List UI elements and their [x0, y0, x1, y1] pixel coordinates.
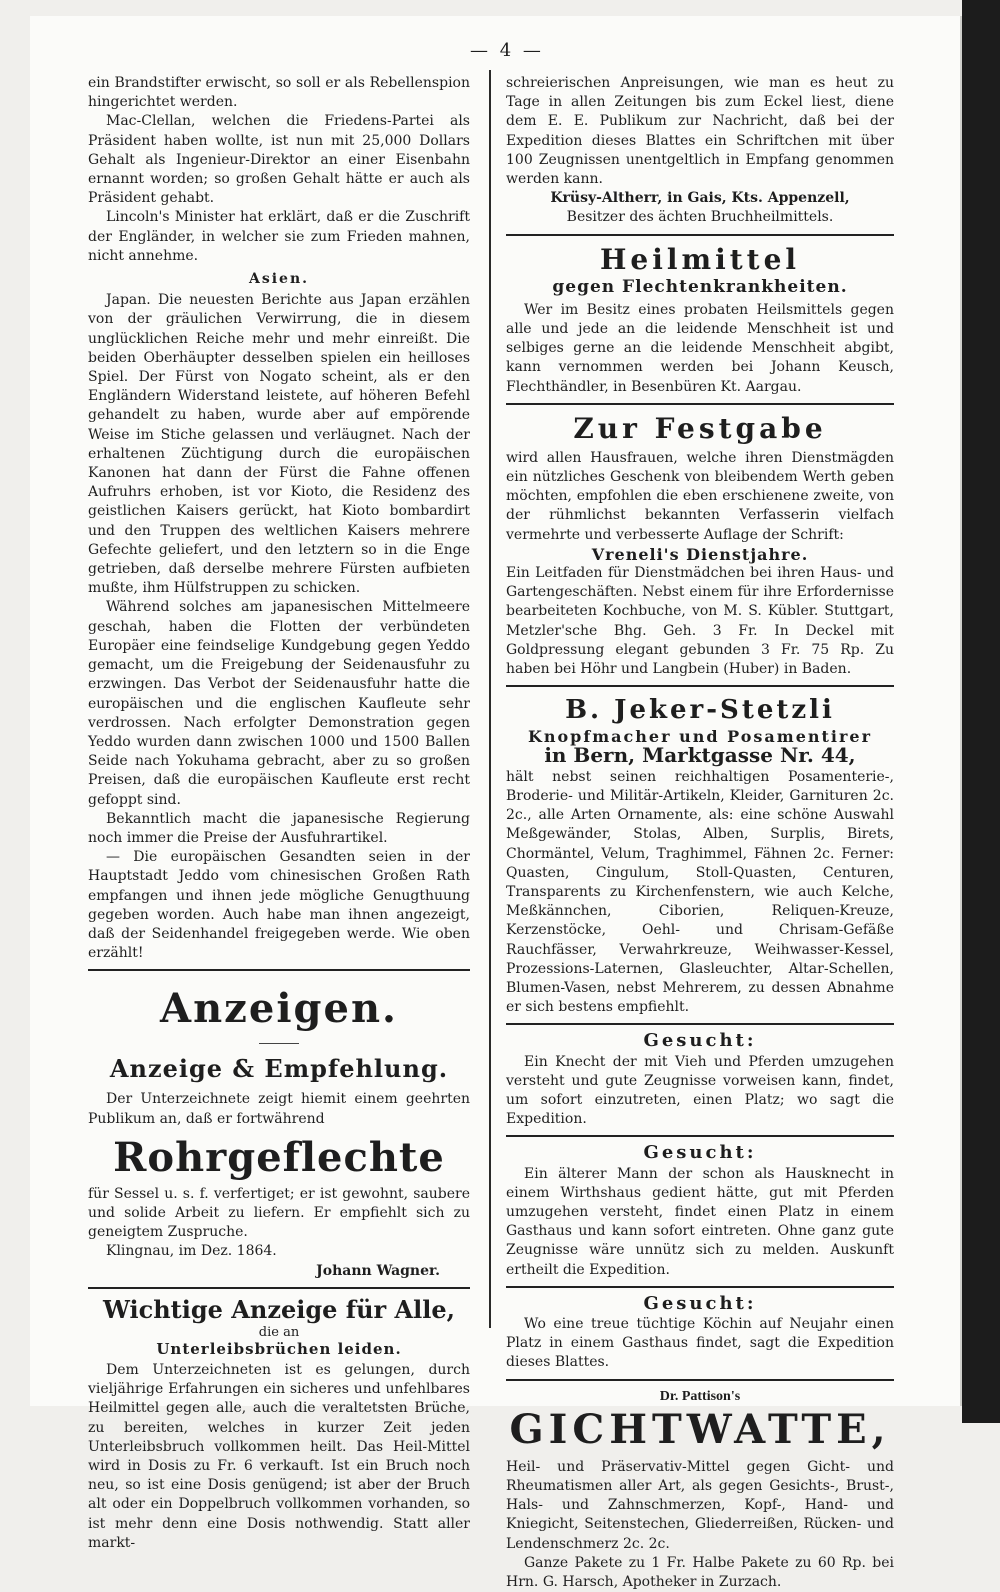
festgabe-heading: Zur Festgabe — [573, 411, 827, 445]
ad-divider — [506, 1379, 894, 1381]
ad-text: wird allen Hausfrauen, welche ihren Dienstmägden ein nützliches Geschenk von bleibendem Werth geben möchten, empfohlen die eben erschienene zweite, von der rühmlichst bekannten Verfasserin vielfach vermehrte und verbesserte Auflage der Schrift: — [506, 449, 894, 543]
book-spine — [962, 0, 1000, 1423]
ad-signature: Johann Wagner. — [316, 1262, 440, 1279]
page-number: — 4 — — [470, 40, 544, 61]
ad-text: Ganze Pakete zu 1 Fr. Halbe Pakete zu 60 Rp. bei Hrn. G. Harsch, Apotheker in Zurzach. — [506, 1554, 894, 1590]
jeker-heading: B. Jeker-Stetzli — [565, 695, 835, 726]
ad-text: Heil- und Präservativ-Mittel gegen Gicht- und Rheumatismen aller Art, als gegen Gesichts-, Brust-, Hals- und Zahnschmerzen, Kopf-, Hand- und Kniegicht, Seitenstechen, Gliederreißen, Rücken- und Lendenschmerz 2c. 2c. — [506, 1458, 894, 1552]
ornament-rule — [259, 1043, 299, 1044]
column-divider — [489, 70, 491, 1328]
ad-text: Der Unterzeichnete zeigt hiemit einem geehrten Publikum an, daß er fortwährend — [88, 1091, 470, 1127]
flechten-subheading: gegen Flechtenkrankheiten. — [552, 276, 848, 297]
pattison-label: Dr. Pattison's — [659, 1388, 741, 1404]
ad-text: hält nebst seinen reichhaltigen Posamenterie-, Broderie- und Militär-Artikeln, Kleider, Garnituren 2c. 2c., alle Arten Ornamente, als: eine schöne Auswahl Meßgewänder, Stolas, Alben, Surplis, Birets, Chormäntel, Velum, Traghimmel, Fähnen 2c. Ferner: Quasten, Cingulum, Stoll-Quasten, Centuren, Transparents zu Kirchenfenstern, wie auch Kelche, Meßkännchen, Ciborien, Reliquen-Kreuze, Kerzenstöcke, Oehl- und Chrisam-Gefäße Rauchfässer, Verwahrkreuze, Weihwasser-Kessel, Prozessions-Laternen, Glasleuchter, Altar-Schellen, Blumen-Vasen, nebst Mehrerem, zu dessen Abnahme er sich bestens empfiehlt. — [506, 768, 894, 1016]
ad-text: Ein Knecht der mit Vieh und Pferden umzugehen versteht und gute Zeugnisse vorweisen kann, findet, um sofort einzutreten, einen Platz; wo sagt die Expedition. — [506, 1053, 894, 1128]
ad-signature: Krüsy-Altherr, in Gais, Kts. Appenzell, — [550, 190, 850, 207]
article-paragraph: — Die europäischen Gesandten seien in der Hauptstadt Jeddo vom chinesischen Großen Rath empfangen und ihnen jede mögliche Genugthuung gegeben worden. Auch habe man ihnen angezeigt, daß der Seidenhandel freigegeben werde. Wie oben erzählt! — [88, 849, 470, 962]
left-column — [88, 74, 470, 1553]
ad-divider — [506, 1023, 894, 1025]
empfehlung-heading: Anzeige & Empfehlung. — [109, 1054, 449, 1084]
ad-divider — [506, 403, 894, 405]
rohrgeflechte-heading: Rohrgeflechte — [113, 1133, 445, 1181]
ad-signature: Besitzer des ächten Bruchheilmittels. — [566, 209, 834, 226]
article-paragraph: Während solches am japanesischen Mittelmeere geschah, haben die Flotten der verbündeten Europäer eine feindselige Kundgebung gegen Yeddo gemacht, um die Freigebung der Seidenausfuhr zu erzwingen. Das Verbot der Seidenausfuhr hatte die europäischen und die englischen Kaufleute sehr verdrossen. Nach erfolgter Demonstration gegen Yeddo wurden dann zwischen 1000 und 1500 Ballen Seide nach Yokuhama gebracht, aber zu so großen Preisen, daß die europäischen Kaufleute erst recht gefoppt sind. — [88, 599, 470, 808]
gichtwatte-heading: GICHTWATTE, — [509, 1405, 891, 1453]
jeker-subheading: Knopfmacher und Posamentirer — [527, 727, 873, 747]
article-paragraph: ein Brandstifter erwischt, so soll er als Rebellenspion hingerichtet werden. — [88, 75, 470, 111]
article-paragraph: Bekanntlich macht die japanesische Regierung noch immer die Preise der Ausfuhrartikel. — [88, 810, 470, 846]
ad-text: Dem Unterzeichneten ist es gelungen, durch vieljährige Erfahrungen ein sicheres und unfehlbares Heilmittel gegen alle, auch die veraltetsten Brüche, zu bereiten, welches in kurzer Zeit jeden Unterleibsbruch vollkommen heilt. Das Heil-Mittel wird in Dosis zu Fr. 6 verkauft. Ist ein Bruch noch neu, so ist eine Dosis genügend; ist aber der Bruch alt oder ein Doppelbruch vollkommen vorhanden, so ist mehr denn eine Dosis nothwendig. Statt aller markt- — [88, 1361, 470, 1551]
article-paragraph: Lincoln's Minister hat erklärt, daß er die Zuschrift der Engländer, in welcher sie zum Frieden mahnen, nicht annehme. — [88, 209, 470, 264]
ad-text: Ein älterer Mann der schon als Hausknecht in einem Wirthshaus gedient hätte, gut mit Pferden umzugehen versteht, findet einen Platz in einem Gasthaus und kann sofort eintreten. Ohne ganz gute Zeugnisse wäre unnütz sich zu melden. Auskunft ertheilt die Expedition. — [506, 1165, 894, 1278]
book-title: Vreneli's Dienstjahre. — [591, 544, 809, 564]
article-paragraph: Mac-Clellan, welchen die Friedens-Partei als Präsident haben wollte, ist nun mit 25,000 Dollars Gehalt als Ingenieur-Direktor an einer Eisenbahn ernannt worden; so großen Gehalt hätte er auch als Präsident gehabt. — [88, 113, 470, 207]
ad-divider — [506, 1286, 894, 1288]
gesucht-heading: Gesucht: — [643, 1030, 757, 1052]
ad-divider — [506, 1135, 894, 1137]
unterleib-subheading: Unterleibsbrüchen leiden. — [156, 1339, 402, 1358]
right-column — [506, 74, 894, 1592]
ad-text: schreierischen Anpreisungen, wie man es heut zu Tage in allen Zeitungen bis zum Eckel liest, diene dem E. E. Publikum zur Nachricht, daß bei der Expedition dieses Blattes ein Schriftchen mit über 100 Zeugnissen unentgeltlich in Empfang genommen werden kann. — [506, 75, 894, 188]
anzeigen-heading: Anzeigen. — [160, 985, 398, 1033]
wichtige-anzeige-heading: Wichtige Anzeige für Alle, — [102, 1294, 456, 1324]
section-heading-asien: Asien. — [248, 271, 310, 288]
ad-place-date: Klingnau, im Dez. 1864. — [106, 1243, 277, 1260]
ad-text: für Sessel u. s. f. verfertiget; er ist gewohnt, saubere und solide Arbeit zu liefern. Er empfiehlt sich zu geneigtem Zuspruche. — [88, 1185, 470, 1241]
heilmittel-heading: Heilmittel — [599, 242, 801, 276]
ad-text: die an — [258, 1324, 300, 1340]
ad-text: Wer im Besitz eines probaten Heilsmittels gegen alle und jede an die leidende Menschheit ist und selbiges gerne an die leidende Menschheit abgibt, kann vernommen werden bei Johann Keusch, Flechthändler, in Besenbüren Kt. Aargau. — [506, 301, 894, 395]
ad-divider — [506, 685, 894, 687]
article-paragraph: Japan. Die neuesten Berichte aus Japan erzählen von der gräulichen Verwirrung, die in diesem unglücklichen Reiche mehr und mehr einreißt. Die beiden Oberhäupter desselben spielen ein heilloses Spiel. Der Fürst von Nogato scheint, als er den Engländern Widerstand leistete, auf höheren Befehl gehandelt zu haben, wurde aber auf empörende Weise im Stiche gelassen und verläugnet. Nach der erhaltenen Züchtigung durch die europäischen Kanonen hat dann der Fürst die Fahne offenen Aufruhrs erhoben, ist vor Kioto, die Residenz des geistlichen Kaisers gerückt, hat Kioto bombardirt und den Truppen des weltlichen Kaisers mehrere Gefechte geliefert, und den letztern so in die Enge getrieben, daß derselbe mehrere Fürsten aufbieten mußte, ihm Hülfstruppen zu schicken. — [88, 292, 470, 597]
ad-text: Ein Leitfaden für Dienstmädchen bei ihren Haus- und Gartengeschäften. Nebst einem für ihre Erfordernisse bearbeiteten Kochbuche, von M. S. Kübler. Stuttgart, Metzler'sche Bhg. Geh. 3 Fr. In Deckel mit Goldpressung elegant gebunden 3 Fr. 75 Rp. Zu haben bei Höhr und Langbein (Huber) in Baden. — [506, 565, 894, 678]
jeker-address: in Bern, Marktgasse Nr. 44, — [544, 743, 856, 768]
section-divider — [88, 969, 470, 971]
ad-divider — [88, 1287, 470, 1289]
gesucht-heading: Gesucht: — [643, 1292, 757, 1314]
ad-text: Wo eine treue tüchtige Köchin auf Neujahr einen Platz in einem Gasthaus findet, sagt die Expedition dieses Blattes. — [506, 1315, 894, 1371]
ad-divider — [506, 234, 894, 236]
gesucht-heading: Gesucht: — [643, 1142, 757, 1164]
